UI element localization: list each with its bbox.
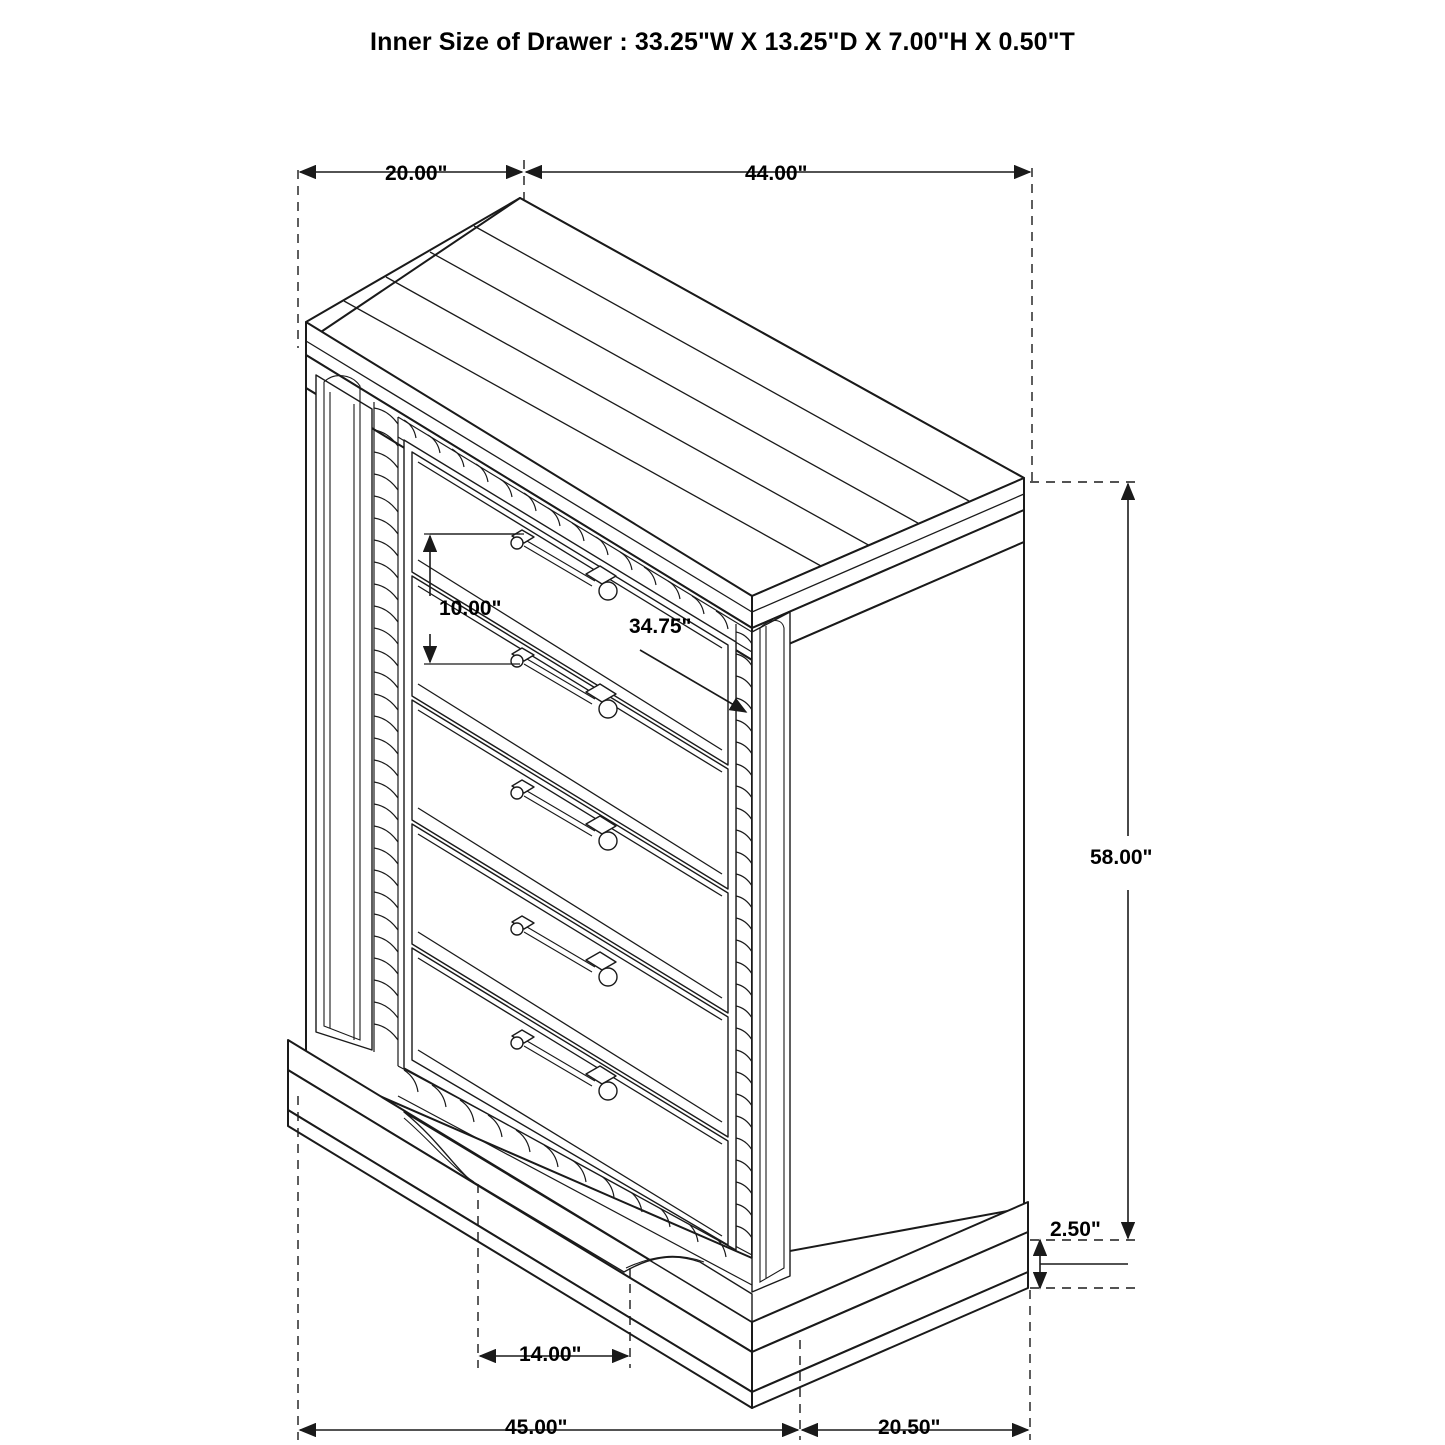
dimension-top-right-width: 44.00" <box>745 162 808 185</box>
dimension-drawer-width: 34.75" <box>629 615 692 638</box>
dimension-drawer-height: 10.00" <box>439 597 502 620</box>
page-title: Inner Size of Drawer : 33.25"W X 13.25"D X 7.00"H X 0.50"T <box>370 28 1075 56</box>
dimension-overall-depth: 20.50" <box>878 1416 941 1439</box>
dimension-base-height: 2.50" <box>1050 1218 1101 1241</box>
dimension-overall-height: 58.00" <box>1090 846 1153 869</box>
dimension-base-inset: 14.00" <box>519 1343 582 1366</box>
dimension-top-left-width: 20.00" <box>385 162 448 185</box>
dimension-overall-width: 45.00" <box>505 1416 568 1439</box>
